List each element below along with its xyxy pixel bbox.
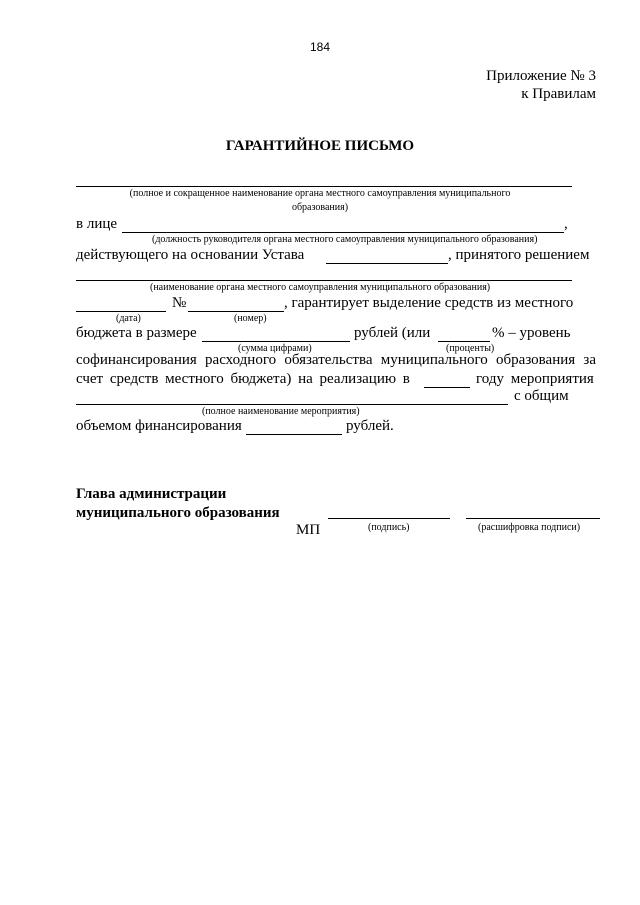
guarantees-text: , гарантирует выделение средств из местного (284, 295, 574, 311)
year-event-text: году мероприятия (476, 371, 594, 387)
financing-volume-text: объемом финансирования (76, 418, 242, 434)
sum-digits-field-line (202, 341, 350, 342)
account-of-text: счет средств местного бюджета) на реализацию в (76, 371, 410, 387)
head-title-line2: муниципального образования (76, 505, 280, 521)
event-name-field-line (76, 404, 508, 405)
percent-field-line (438, 341, 490, 342)
percent-level-text: % – уровень (492, 325, 571, 341)
cofinancing-text: софинансирования расходного обязательства муниципального образования за (76, 352, 596, 368)
sum-digits-hint: (сумма цифрами) (238, 343, 312, 354)
date-field-line (76, 311, 166, 312)
number-hint: (номер) (234, 313, 267, 324)
signature-decode-hint: (расшифровка подписи) (478, 522, 581, 533)
appendix-number: Приложение № 3 (486, 68, 596, 84)
head-title-line1: Глава администрации (76, 486, 227, 502)
acting-basis-text: действующего на основании Устава (76, 247, 305, 263)
rubles-or-text: рублей (или (354, 325, 431, 341)
position-field-line (122, 232, 564, 233)
appendix-reference: к Правилам (521, 86, 596, 102)
event-name-hint: (полное наименование мероприятия) (202, 406, 360, 417)
rubles-end-text: рублей. (346, 418, 394, 434)
document-title: ГАРАНТИЙНОЕ ПИСЬМО (225, 138, 415, 154)
percent-hint: (проценты) (446, 343, 495, 354)
body-name-hint: (наименование органа местного самоуправления муниципального образования) (150, 282, 491, 293)
body-name-field-line (76, 280, 572, 281)
financing-amount-field-line (246, 434, 342, 435)
budget-amount-text: бюджета в размере (76, 325, 197, 341)
position-hint: (должность руководителя органа местного самоуправления муниципального образования) (152, 234, 538, 245)
page-number: 184 (309, 40, 331, 54)
year-field-line (424, 387, 470, 388)
number-sign: № (172, 295, 187, 311)
signature-decode-field-line (466, 518, 600, 519)
stamp-placeholder: МП (296, 522, 321, 538)
number-field-line (188, 311, 284, 312)
org-name-hint: (полное и сокращенное наименование органа местного самоуправления муниципального (129, 188, 511, 199)
date-hint: (дата) (116, 313, 141, 324)
signature-field-line (328, 518, 450, 519)
in-person-label: в лице (76, 216, 118, 232)
org-name-hint-continued: образования) (291, 202, 349, 213)
comma: , (564, 216, 568, 232)
org-name-field-line (76, 186, 572, 187)
charter-field-line (326, 263, 448, 264)
with-total-text: с общим (514, 388, 569, 404)
adopted-by-decision-text: , принятого решением (448, 247, 590, 263)
signature-hint: (подпись) (368, 522, 410, 533)
